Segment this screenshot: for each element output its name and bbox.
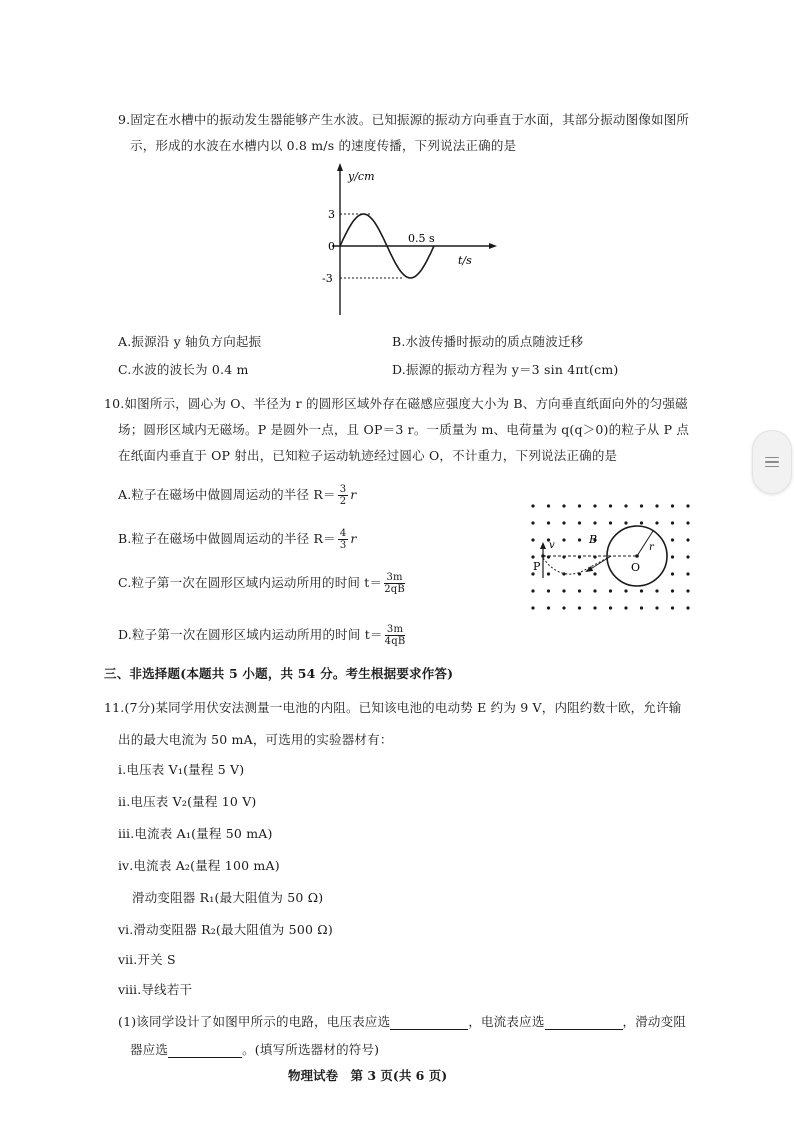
q11-item-2: ⅱ.电压表 V₂(量程 10 V) — [118, 794, 257, 809]
fig-label-P: P — [533, 560, 541, 573]
field-dot — [609, 589, 612, 592]
field-dot — [671, 538, 674, 541]
q11-item-3: ⅲ.电流表 A₁(量程 50 mA) — [118, 826, 273, 841]
field-dot — [671, 589, 674, 592]
field-dot — [578, 521, 581, 524]
section-3-heading: 三、非选择题(本题共 5 小题，共 54 分。考生根据要求作答) — [104, 666, 454, 681]
field-dot — [624, 504, 627, 507]
q11-item-7: ⅶ.开关 S — [118, 952, 176, 967]
q10-magnetic-field-figure — [525, 498, 695, 616]
q10-option-a: A.粒子在磁场中做圆周运动的半径 R＝ $\frac{3}{2}$ r — [118, 484, 357, 507]
field-dot — [624, 589, 627, 592]
field-dot — [686, 521, 689, 524]
q11-item-1: ⅰ.电压表 V₁(量程 5 V) — [118, 762, 245, 777]
field-dot — [655, 504, 658, 507]
field-dot — [531, 504, 534, 507]
q10-option-c: C.粒子第一次在圆形区域内运动所用的时间 t＝ $\frac{3m}{2qB}$ — [118, 572, 405, 595]
field-dot — [686, 589, 689, 592]
field-dot — [671, 572, 674, 575]
fig-label-v: v — [549, 540, 555, 551]
field-dot — [624, 606, 627, 609]
field-dot — [531, 589, 534, 592]
field-dot — [686, 504, 689, 507]
field-dot — [562, 589, 565, 592]
field-dot — [562, 538, 565, 541]
q11-item-6: ⅵ.滑动变阻器 R₂(最大阻值为 500 Ω) — [118, 922, 333, 937]
field-dot — [609, 606, 612, 609]
q10-stem-line1: 10.如图所示，圆心为 O、半径为 r 的圆形区域外存在磁感应强度大小为 B、方向垂直纸面向外的匀强磁 — [104, 396, 688, 411]
q9-xlabel: t/s — [458, 254, 472, 267]
field-dot — [547, 572, 550, 575]
q11-item-8: ⅷ.导线若干 — [118, 982, 193, 997]
field-dot — [593, 521, 596, 524]
field-dot — [609, 504, 612, 507]
field-dot — [686, 572, 689, 575]
fig-label-O: O — [631, 561, 641, 574]
field-dot — [640, 521, 643, 524]
field-dot — [655, 606, 658, 609]
q9-option-b: B.水波传播时振动的质点随波迁移 — [392, 334, 584, 349]
side-menu-button[interactable] — [752, 430, 792, 494]
q10-option-b: B.粒子在磁场中做圆周运动的半径 R＝ $\frac{4}{3}$ r — [118, 528, 357, 551]
field-dot — [547, 521, 550, 524]
field-dot — [640, 589, 643, 592]
field-dot — [671, 606, 674, 609]
q11-fill-line2: 器应选 。(填写所选器材的符号) — [130, 1042, 380, 1057]
field-dot — [531, 555, 534, 558]
menu-icon — [765, 457, 779, 468]
page-footer: 物理试卷 第 3 页(共 6 页) — [288, 1068, 448, 1083]
q9-stem-line2: 示，形成的水波在水槽内以 0.8 m/s 的速度传播，下列说法正确的是 — [130, 138, 517, 153]
field-dot — [686, 555, 689, 558]
field-dot — [547, 589, 550, 592]
q11-stem-line2: 出的最大电流为 50 mA，可选用的实验器材有： — [118, 732, 393, 747]
field-dot — [578, 504, 581, 507]
field-dot — [547, 504, 550, 507]
q9-tick-0: 0 — [328, 240, 335, 253]
field-dot — [640, 504, 643, 507]
field-dot — [671, 504, 674, 507]
q9-tick-3: 3 — [328, 208, 335, 221]
q9-ylabel: y/cm — [348, 170, 375, 183]
field-dot — [578, 606, 581, 609]
field-dot — [547, 606, 550, 609]
field-dot — [655, 589, 658, 592]
field-dot — [624, 521, 627, 524]
q10-option-d: D.粒子第一次在圆形区域内运动所用的时间 t＝ $\frac{3m}{4qB}$ — [118, 624, 406, 647]
q9-tick-neg3: -3 — [322, 272, 333, 285]
q11-item-5: 滑动变阻器 R₁(最大阻值为 50 Ω) — [132, 890, 324, 905]
q9-option-c: C.水波的波长为 0.4 m — [118, 362, 249, 377]
field-dot — [609, 521, 612, 524]
field-dot — [593, 606, 596, 609]
rheostat-blank[interactable] — [168, 1057, 242, 1058]
q9-stem-line1: 9.固定在水槽中的振动发生器能够产生水波。已知振源的振动方向垂直于水面，其部分振动图像如图所 — [118, 112, 690, 127]
voltmeter-blank[interactable] — [390, 1029, 468, 1030]
q11-fill-line1: (1)该同学设计了如图甲所示的电路，电压表应选 ，电流表应选 ，滑动变阻 — [118, 1014, 687, 1029]
field-dot — [578, 589, 581, 592]
field-dot — [593, 589, 596, 592]
field-dot — [671, 555, 674, 558]
field-dot — [686, 538, 689, 541]
q11-stem-line1: 11.(7分)某同学用伏安法测量一电池的内阻。已知该电池的电动势 E 约为 9 V，内阻约数十欧，允许输 — [104, 700, 682, 715]
q10-stem-line3: 在纸面内垂直于 OP 射出，已知粒子运动轨迹经过圆心 O，不计重力，下列说法正确的是 — [118, 448, 618, 463]
q9-tick-time: 0.5 s — [408, 232, 435, 245]
q10-stem-line2: 场；圆形区域内无磁场。P 是圆外一点，且 OP＝3 r。一质量为 m、电荷量为 q(q＞0)的粒子从 P 点 — [118, 422, 690, 437]
q9-option-d: D.振源的振动方程为 y＝3 sin 4πt(cm) — [392, 362, 619, 377]
field-dot — [655, 521, 658, 524]
field-dot — [593, 504, 596, 507]
q11-item-4: ⅳ.电流表 A₂(量程 100 mA) — [118, 858, 280, 873]
field-dot — [686, 606, 689, 609]
fig-label-B: B — [589, 533, 598, 546]
field-dot — [671, 521, 674, 524]
field-dot — [562, 504, 565, 507]
field-dot — [640, 606, 643, 609]
fig-label-r: r — [649, 542, 654, 553]
field-dot — [593, 572, 596, 575]
field-dot — [531, 606, 534, 609]
field-dot — [578, 538, 581, 541]
field-dot — [562, 606, 565, 609]
field-dot — [562, 521, 565, 524]
q9-option-a: A.振源沿 y 轴负方向起振 — [118, 334, 262, 349]
field-dot — [531, 538, 534, 541]
field-dot — [531, 521, 534, 524]
ammeter-blank[interactable] — [545, 1029, 623, 1030]
q9-vibration-graph — [310, 160, 500, 320]
